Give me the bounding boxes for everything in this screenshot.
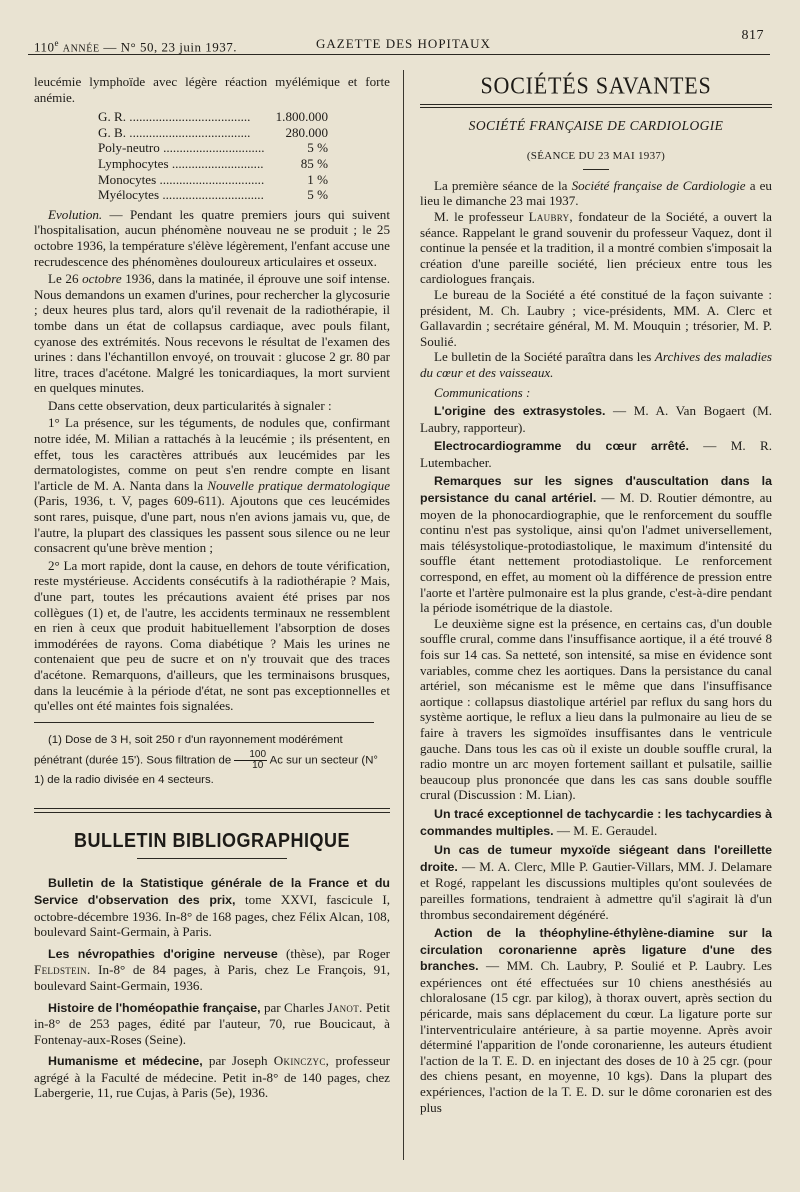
biblio-entry: Bulletin de la Statistique générale de la France et du Service d'observation des prix, tome XXVI, fascicule I, octobre-décembre 1936. In-8° de 168 pages, chez Félix Alcan, 108, boulevard Saint-Germain, à Paris. (34, 876, 390, 940)
communication-item: Un tracé exceptionnel de tachycardie : les tachycardies à commandes multiples. — M. E. Geraudel. (420, 806, 772, 838)
page-number: 817 (741, 28, 764, 43)
societies-title: SOCIÉTÉS SAVANTES (480, 71, 712, 100)
society-name: SOCIÉTÉ FRANÇAISE DE CARDIOLOGIE (468, 117, 724, 133)
rapid-death-paragraph: 2° La mort rapide, dont la cause, en dehors de toute vérification, reste mystérieuse. Accidents consécutifs à la radiothérapie ? Mais, d'une part, toutes les précautions avaient été prises par nos collègues (1) et, de l'autre, les accidents terminaux ne ressemblent en rien à ceux que produit habituellement l'absorption de doses immodérées de rayons. Coma diabétique ? Mais les urines ne contenaient que peu de sucre et on n'y trouvait que des traces d'acétone. Remarquons, d'ailleurs, que les terminaisons brusques, dans la leucémie à la période d'état, ne sont pas exceptionnelles et qu'elles ont été maintes fois signalées. (34, 557, 390, 714)
footnote: (1) Dose de 3 H, soit 250 r d'un rayonnement modérément pénétrant (durée 15'). Sous filtration de $\frac{100}{10}$ Ac sur un secteur (N° 1) de la radio divisée en 4 secteurs. (34, 733, 378, 786)
communications-heading: Communications : (434, 384, 531, 400)
bibliography-title: BULLETIN BIBLIOGRAPHIQUE (74, 828, 350, 852)
issue-info: 110e ANNÉE — N° 50, 23 juin 1937. (34, 38, 237, 55)
communication-item: Action de la théophyline-éthylène-diamine sur la circulation coronarienne après ligature d'une des branches. — MM. Ch. Laubry, P. Soulié et P. Laubry. Les expériences ont été effectuées sur 10 chiens anesthésiés au chloralosane (15 cgr. par kilog), à thorax ouvert, après section du péricarde, mais sans déplacement du cœur. La ligature porte sur l'interventriculaire antérieure, à sa partie moyenne. Après avoir déterminé l'apparition de l'onde coronarienne, les auteurs étudient l'action de la T. E. D. en injectant des doses de 10 à 25 cgr. (pour des chiens pesant, en moyenne, 10 kgs). Dans la plupart des expériences, l'action de la T. E. D. sur le dôme coronarien est des plus (420, 926, 772, 1115)
communication-item: L'origine des extrasystoles. — M. A. Van Bogaert (M. Laubry, rapporteur). (420, 403, 772, 435)
opening-paragraph: M. le professeur Laubry, fondateur de la Société, a ouvert la séance. Rappelant le grand souvenir du professeur Vaquez, dont il continue la pensée et la tradition, il a montré combien s'imposait la création d'une pareille société, lien précieux entre tous les cardiologues français. (420, 208, 772, 287)
footnote-rule (34, 722, 374, 723)
title-rule (420, 104, 772, 108)
section-rule (34, 808, 390, 813)
short-rule (583, 169, 609, 170)
communication-item: Electrocardiogramme du cœur arrêté. — M. R. Lutembacher. (420, 438, 772, 470)
bureau-paragraph: Le bureau de la Société a été constitué de la façon suivante : président, M. Ch. Laubry ; vice-présidents, MM. A. Clerc et Gallavardin ; secrétaire général, M. M. Mouquin ; trésorier, M. P. Soulié. (420, 286, 772, 349)
title-rule (137, 858, 287, 859)
evolution-paragraph: Evolution. — Pendant les quatre premiers jours qui suivent l'hospitalisation, aucun phénomène nouveau ne se produit ; le 25 octobre 1936, la température s'élève légèrement, l'enfant accuse une recrudescence des phénomènes douloureux articulaires et osseux. (34, 206, 390, 269)
bulletin-paragraph: Le bulletin de la Société paraîtra dans les Archives des maladies du cœur et des vaisseaux. (420, 349, 772, 380)
biblio-entry: Humanisme et médecine, par Joseph Okinczyc, professeur agrégé à la Faculté de médecine. Petit in-8° de 140 pages, chez Labergerie, 11, rue Cujas, à Paris (5e), 1936. (34, 1053, 391, 1101)
communication-item: Un cas de tumeur myxoïde siégeant dans l'oreillette droite. — M. A. Clerc, Mlle P. Gautier-Villars, MM. J. Delamare et Rogé, rappelant les discussions multiples qu'ont soulevées de pareilles formations, tendraient à admettre qu'il s'agirait là d'un thrombus secondairement dégénéré. (420, 843, 772, 922)
blood-row: G. R. ..... 1.800.000 (98, 109, 328, 125)
blood-row: Lymphocytes ..... 85 % (98, 156, 328, 172)
communication-item: Remarques sur les signes d'auscultation dans la persistance du canal artériel. — M. D. Routier démontre, au moyen de la phonocardiographie, que le renforcement du souffle continu n'est pas systolique, ainsi qu'on l'admet universellement, mais télésystolique-protodiastolique, le maximum d'intensité du souffle étant nettement protodiastolique. Le renforcement correspond, en effet, au moment où la différence de pression entre l'aorte et l'artère pulmonaire est la plus grande, c'est-à-dire pendant la période isométrique de la diastole. (420, 474, 772, 616)
blood-row: Monocytes ..... 1 % (98, 172, 328, 188)
biblio-entry: Les névropathies d'origine nerveuse (thèse), par Roger Feldstein. In-8° de 84 pages, à Paris, chez Le François, 91, boulevard Saint-Germain, 1936. (34, 945, 390, 993)
first-session-paragraph: La première séance de la Société française de Cardiologie a eu lieu le dimanche 23 mai 1937. (420, 177, 772, 209)
biblio-entry: Histoire de l'homéopathie française, par Charles Janot. Petit in-8° de 253 pages, édité par l'auteur, 70, rue Boucicaut, à Fontenay-aux-Roses (Seine). (34, 999, 390, 1047)
column-divider (403, 70, 404, 1160)
page-header (28, 28, 770, 55)
blood-row: Myélocytes ..... 5 % (98, 187, 328, 203)
communication-paragraph: Le deuxième signe est la présence, en certains cas, d'un double souffle crural, comme dans l'insuffisance aortique, il a été trouvé 8 fois sur 14 cas. Sa netteté, son intensité, sa mise en évidence sont variables, comme chez les aortiques. Dans la persistance du canal artériel, son mécanisme est le même que dans l'insuffisance aortique : collapsus diastolique artériel par reflux du sang hors du système aortique, le reflux a lieu dans la pulmonaire au lieu de se faire à travers les sigmoïdes insuffisantes dans le ventricule gauche. Dans tous les cas où il existe un double souffle crural, la radio montre un arc moyen fortement saillant et pulsatile, saillie beaucoup plus prononcée que dans les cas sans double souffle crural (Discussion : M. Lian). (420, 615, 772, 803)
nodules-paragraph: 1° La présence, sur les téguments, de nodules que, confirmant notre idée, M. Milian a rattachés à la leucémie ; ils présentent, en effet, tous les caractères attribués aux leucémides par les dermatologistes, comme on peut s'en rendre compte en lisant l'article de M. A. Nanta dans la Nouvelle pratique dermatologique (Paris, 1936, t. V, pages 609-611). Ajoutons que ces leucémides sont rares, puisque, d'une part, nous n'en avions jamais vu, que, de l'autre, la plupart des classiques les passent sous silence ou ne leur consacrent qu'une brève mention ; (34, 415, 391, 556)
observation-paragraph: Dans cette observation, deux particularités à signaler : (48, 397, 332, 413)
fraction: $\frac{100}{10}$ (234, 750, 267, 771)
blood-row: G. B. ..... 280.000 (98, 125, 328, 141)
case-intro: leucémie lymphoïde avec légère réaction myélémique et forte anémie. (34, 74, 390, 105)
death-paragraph: Le 26 octobre 1936, dans la matinée, il éprouve une soif intense. Nous demandons un examen d'urines, pour rechercher la glycosurie ; deux heures plus tard, alors qu'il revenait de la radiothérapie, il tombe dans un état de collapsus cardiaque, avec pouls filant, cyanose des extrémités. Nous recevons le résultat de l'examen des urines : dans l'échantillon envoyé, on trouvait : glucose 2 gr. 80 par litre, traces d'acétone. Malgré les tonicardiaques, la mort survient en quelques minutes. (34, 271, 391, 396)
blood-count-table (98, 109, 328, 203)
left-column (34, 74, 390, 1107)
journal-title: GAZETTE DES HOPITAUX (316, 36, 491, 51)
right-column (420, 71, 772, 1115)
session-date: (SÉANCE DU 23 MAI 1937) (526, 150, 666, 163)
blood-row: Poly-neutro ..... 5 % (98, 140, 328, 156)
